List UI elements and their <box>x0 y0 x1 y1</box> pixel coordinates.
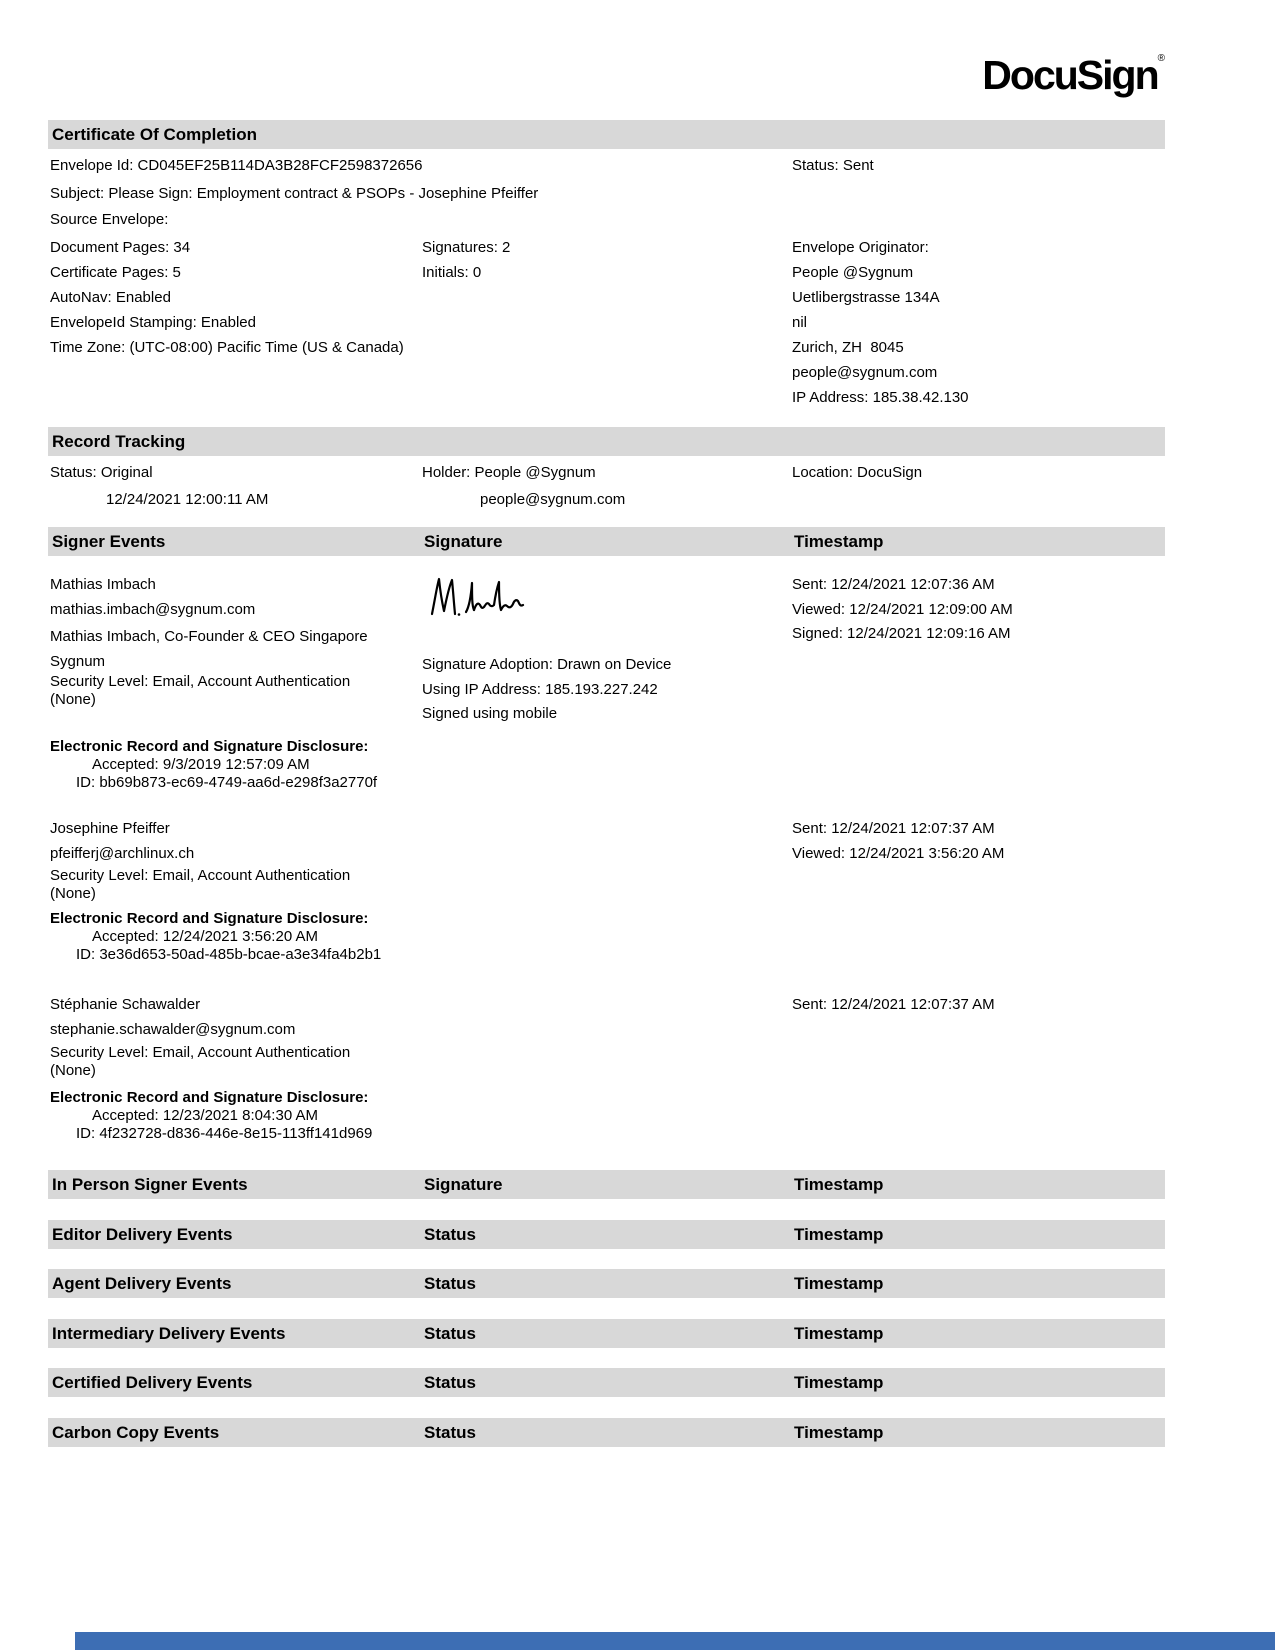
timestamp-sent: Sent: 12/24/2021 12:07:37 AM <box>792 820 995 837</box>
certificate-pages: Certificate Pages: 5 <box>50 264 181 281</box>
column-timestamp: Timestamp <box>794 1324 884 1343</box>
section-header-record-tracking <box>48 427 1165 456</box>
initials-count: Initials: 0 <box>422 264 482 281</box>
originator-address2: nil <box>792 314 808 331</box>
signer-name: Mathias Imbach <box>50 576 156 593</box>
column-timestamp: Timestamp <box>794 1373 884 1392</box>
disclosure-id: ID: 3e36d653-50ad-485b-bcae-a3e34fa4b2b1 <box>76 946 382 963</box>
timestamp-sent: Sent: 12/24/2021 12:07:37 AM <box>792 996 995 1013</box>
timestamp-viewed: Viewed: 12/24/2021 12:09:00 AM <box>792 601 1013 618</box>
timestamp-signed: Signed: 12/24/2021 12:09:16 AM <box>792 625 1011 642</box>
docusign-logo <box>982 52 1165 99</box>
originator-email: people@sygnum.com <box>792 364 938 381</box>
record-holder-email: people@sygnum.com <box>480 491 626 508</box>
envelope-originator-label: Envelope Originator: <box>792 239 929 256</box>
originator-city: Zurich, ZH 8045 <box>792 339 904 356</box>
disclosure-accepted: Accepted: 12/23/2021 8:04:30 AM <box>92 1107 319 1124</box>
column-title: Certified Delivery Events <box>52 1373 253 1392</box>
section-header-certified-delivery-events <box>48 1368 1165 1397</box>
originator-street: Uetlibergstrasse 134A <box>792 289 940 306</box>
signature-signed-using: Signed using mobile <box>422 705 558 722</box>
column-signer-events: Signer Events <box>52 532 166 551</box>
envelopeid-stamping: EnvelopeId Stamping: Enabled <box>50 314 256 331</box>
column-title: Intermediary Delivery Events <box>52 1324 286 1343</box>
signature-adoption: Signature Adoption: Drawn on Device <box>422 656 672 673</box>
section-header-certificate-of-completion <box>48 120 1165 149</box>
docusign-logo-text: DocuSign <box>982 52 1158 98</box>
column-title: In Person Signer Events <box>52 1175 248 1194</box>
column-timestamp: Timestamp <box>794 532 884 551</box>
column-status: Status <box>424 1274 476 1293</box>
record-location: Location: DocuSign <box>792 464 923 481</box>
signer-email: mathias.imbach@sygnum.com <box>50 601 256 618</box>
section-header-signer-events <box>48 527 1165 556</box>
column-status: Status <box>424 1373 476 1392</box>
section-title: Certificate Of Completion <box>52 125 257 144</box>
signer-name: Josephine Pfeiffer <box>50 820 170 837</box>
column-status: Status <box>424 1225 476 1244</box>
disclosure-id: ID: bb69b873-ec69-4749-aa6d-e298f3a2770f <box>76 774 378 791</box>
disclosure-id: ID: 4f232728-d836-446e-8e15-113ff141d969 <box>76 1125 373 1142</box>
signer-title: Mathias Imbach, Co-Founder & CEO Singapore Sygnum <box>50 628 368 670</box>
record-holder: Holder: People @Sygnum <box>422 464 596 481</box>
column-signature: Signature <box>424 1175 503 1194</box>
signature-image <box>428 574 530 620</box>
envelope-status: Status: Sent <box>792 157 874 174</box>
disclosure-accepted: Accepted: 12/24/2021 3:56:20 AM <box>92 928 319 945</box>
column-timestamp: Timestamp <box>794 1274 884 1293</box>
column-status: Status <box>424 1324 476 1343</box>
disclosure-heading: Electronic Record and Signature Disclosure: <box>50 910 369 927</box>
column-title: Agent Delivery Events <box>52 1274 232 1293</box>
signatures-count: Signatures: 2 <box>422 239 511 256</box>
section-header-editor-delivery-events <box>48 1220 1165 1249</box>
envelope-subject: Subject: Please Sign: Employment contract & PSOPs - Josephine Pfeiffer <box>50 185 539 202</box>
section-header-in-person-signer-events <box>48 1170 1165 1199</box>
signer-name: Stéphanie Schawalder <box>50 996 201 1013</box>
originator-name: People @Sygnum <box>792 264 914 281</box>
timestamp-viewed: Viewed: 12/24/2021 3:56:20 AM <box>792 845 1005 862</box>
disclosure-heading: Electronic Record and Signature Disclosure: <box>50 1089 369 1106</box>
time-zone: Time Zone: (UTC-08:00) Pacific Time (US & Canada) <box>50 339 404 356</box>
page-footer-strip <box>75 1632 1275 1650</box>
column-timestamp: Timestamp <box>794 1225 884 1244</box>
column-signature: Signature <box>424 532 503 551</box>
section-title: Record Tracking <box>52 432 186 451</box>
signer-security-level: Security Level: Email, Account Authentication (None) <box>50 1044 351 1079</box>
column-title: Editor Delivery Events <box>52 1225 233 1244</box>
registered-mark: ® <box>1157 53 1165 64</box>
timestamp-sent: Sent: 12/24/2021 12:07:36 AM <box>792 576 995 593</box>
envelope-id: Envelope Id: CD045EF25B114DA3B28FCF2598372656 <box>50 157 423 174</box>
document-pages: Document Pages: 34 <box>50 239 191 256</box>
column-title: Carbon Copy Events <box>52 1423 220 1442</box>
column-timestamp: Timestamp <box>794 1175 884 1194</box>
signer-security-level: Security Level: Email, Account Authentication (None) <box>50 867 351 902</box>
signer-email: stephanie.schawalder@sygnum.com <box>50 1021 296 1038</box>
disclosure-heading: Electronic Record and Signature Disclosure: <box>50 738 369 755</box>
section-header-agent-delivery-events <box>48 1269 1165 1298</box>
column-status: Status <box>424 1423 476 1442</box>
signer-email: pfeifferj@archlinux.ch <box>50 845 195 862</box>
signer-security-level: Security Level: Email, Account Authentication (None) <box>50 673 351 708</box>
column-timestamp: Timestamp <box>794 1423 884 1442</box>
section-header-intermediary-delivery-events <box>48 1319 1165 1348</box>
signature-using-ip: Using IP Address: 185.193.227.242 <box>422 681 658 698</box>
autonav: AutoNav: Enabled <box>50 289 171 306</box>
disclosure-accepted: Accepted: 9/3/2019 12:57:09 AM <box>92 756 310 773</box>
record-status: Status: Original <box>50 464 153 481</box>
record-status-date: 12/24/2021 12:00:11 AM <box>106 491 269 508</box>
section-header-carbon-copy-events <box>48 1418 1165 1447</box>
originator-ip: IP Address: 185.38.42.130 <box>792 389 969 406</box>
source-envelope: Source Envelope: <box>50 211 169 228</box>
